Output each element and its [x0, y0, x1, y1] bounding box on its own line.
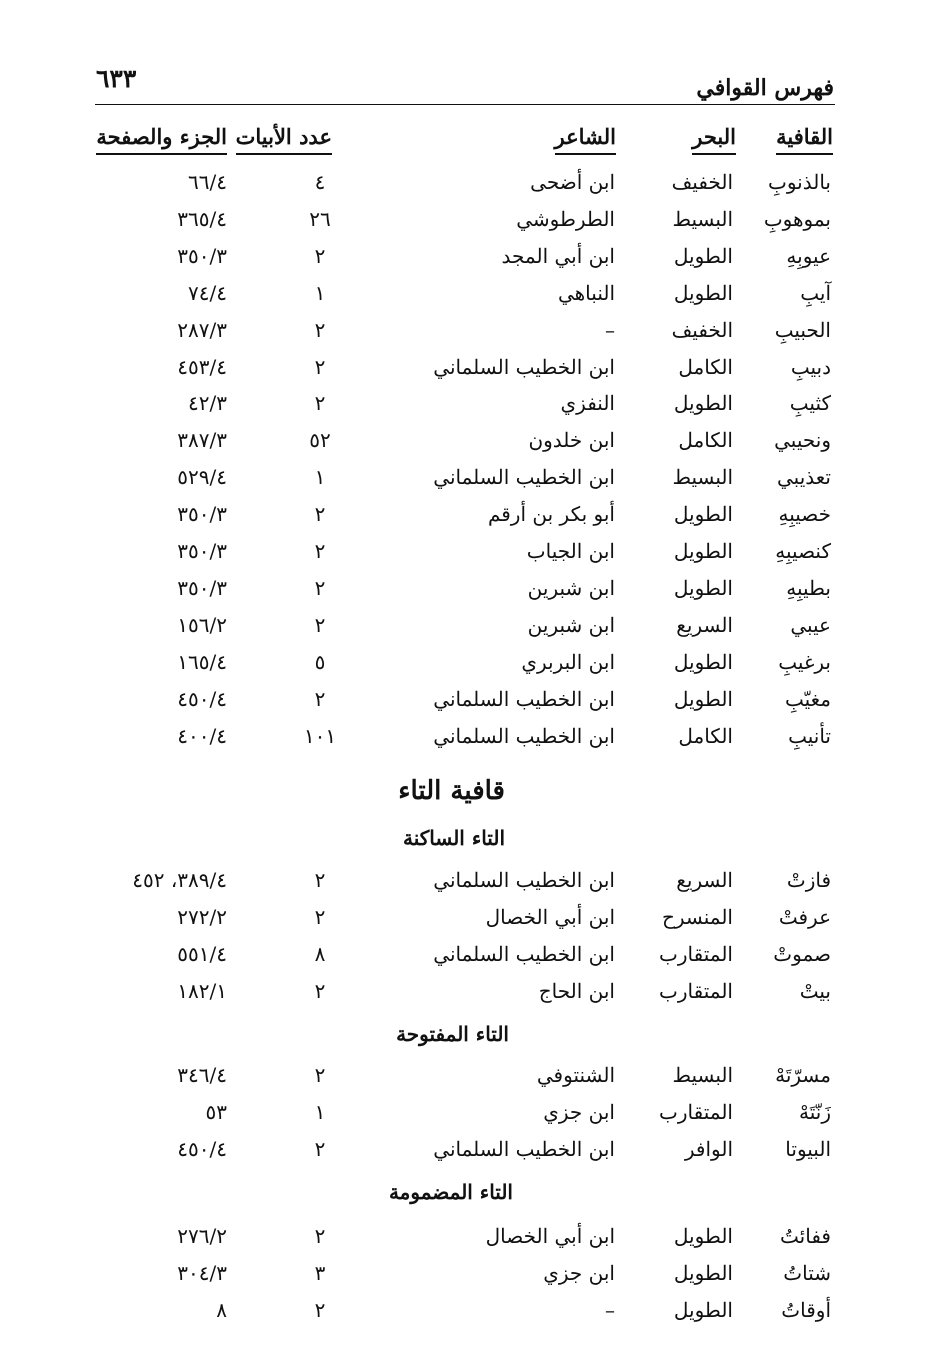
shaer-cell: أبو بكر بن أرقم [487, 502, 615, 527]
header-rule [95, 104, 835, 105]
qafiya-cell: خصيبِهِ [778, 502, 831, 527]
shaer-cell: ابن الخطيب السلماني [433, 465, 615, 490]
qafiya-cell: بطيبِهِ [786, 575, 831, 600]
qafiya-cell: الحبيبِ [774, 317, 831, 342]
shaer-cell: ابن الخطيب السلماني [433, 354, 615, 379]
table-row [0, 318, 929, 354]
bahr-cell: المتقارب [659, 942, 733, 966]
bahr-cell: الطويل [673, 649, 733, 674]
volume-page-cell: ٤٥٠/٤ [177, 1137, 227, 1161]
table-row [0, 868, 929, 904]
table-row [0, 1063, 929, 1099]
volume-page-cell: ٢٨٧/٣ [177, 317, 227, 342]
table-row [0, 502, 929, 538]
page-number: ٦٣٣ [96, 64, 137, 93]
count-cell: ٢ [314, 354, 326, 379]
bahr-cell: الكامل [678, 723, 733, 748]
shaer-cell: الشنتوفي [536, 1063, 615, 1087]
shaer-cell: ابن الخطيب السلماني [433, 868, 615, 892]
table-row [0, 170, 929, 206]
qafiya-cell: بالذنوبِ [768, 170, 831, 194]
bahr-cell: الطويل [673, 1261, 733, 1285]
count-cell: ٢ [314, 391, 326, 416]
volume-page-cell: ٣٥٠/٣ [177, 502, 227, 527]
count-cell: ٢٦ [309, 206, 331, 231]
column-header-volume-page: الجزء والصفحة [96, 124, 227, 155]
qafiya-cell: عيبي [790, 612, 831, 637]
qafiya-cell: آيبِ [800, 280, 831, 305]
volume-page-cell: ٢٧٢/٢ [177, 905, 227, 929]
bahr-cell: الطويل [673, 1224, 733, 1248]
bahr-cell: الطويل [673, 575, 733, 600]
count-cell: ٢ [314, 1063, 326, 1087]
qafiya-cell: مسرّتَهْ [775, 1063, 831, 1087]
table-row [0, 207, 929, 243]
bahr-cell: المنسرح [661, 905, 733, 929]
volume-page-cell: ٥٥١/٤ [177, 942, 227, 966]
bahr-cell: الوافر [684, 1137, 733, 1161]
shaer-cell: ابن أبي المجد [501, 243, 615, 268]
shaer-cell: ابن الجياب [526, 539, 615, 563]
qafiya-cell: عيوبِهِ [786, 243, 831, 268]
qafiya-cell: أوقاتُ [781, 1298, 831, 1322]
bahr-cell: الطويل [673, 1298, 733, 1322]
shaer-cell: ابن أضحى [530, 170, 615, 194]
bahr-cell: السريع [676, 868, 733, 892]
qafiya-cell: البيوتا [785, 1137, 831, 1161]
qafiya-cell: برغيبِ [778, 649, 831, 674]
count-cell: ٢ [314, 905, 326, 929]
volume-page-cell: ٤٢/٣ [188, 391, 227, 416]
qafiya-cell: صموتْ [773, 942, 831, 966]
volume-page-cell: ٣٠٤/٣ [177, 1261, 227, 1285]
table-row [0, 942, 929, 978]
count-cell: ٢ [314, 868, 326, 892]
shaer-cell: ابن شبرين [527, 575, 615, 600]
count-cell: ١ [314, 465, 326, 490]
table-row [0, 1100, 929, 1136]
shaer-cell: النفزي [560, 391, 615, 416]
volume-page-cell: ٣٨٩/٤، ٤٥٢ [132, 868, 227, 892]
shaer-cell: ابن البربري [521, 649, 615, 674]
table-row [0, 1137, 929, 1173]
volume-page-cell: ٣٨٧/٣ [177, 428, 227, 453]
bahr-cell: الطويل [673, 243, 733, 268]
table-row [0, 687, 929, 723]
shaer-cell: ابن الخطيب السلماني [433, 1137, 615, 1161]
running-title: فهرس القوافي [696, 75, 834, 101]
volume-page-cell: ٢٧٦/٢ [177, 1224, 227, 1248]
volume-page-cell: ٣٥٠/٣ [177, 539, 227, 563]
table-row [0, 979, 929, 1015]
volume-page-cell: ٣٥٠/٣ [177, 575, 227, 600]
table-row [0, 465, 929, 501]
volume-page-cell: ٥٢٩/٤ [177, 465, 227, 490]
table-row [0, 1261, 929, 1297]
count-cell: ٤ [314, 170, 326, 194]
volume-page-cell: ١٥٦/٢ [177, 612, 227, 637]
shaer-cell: ابن أبي الخصال [485, 1224, 615, 1248]
count-cell: ١ [314, 1100, 326, 1124]
table-row [0, 244, 929, 280]
column-header-count: عدد الأبيات [236, 124, 332, 155]
qafiya-cell: شتاتُ [783, 1261, 831, 1285]
qafiya-cell: تأنيبِ [788, 723, 831, 748]
table-row [0, 724, 929, 760]
shaer-cell: ابن الخطيب السلماني [433, 723, 615, 748]
table-row [0, 905, 929, 941]
bahr-cell: الكامل [678, 354, 733, 379]
shaer-cell: ابن جزي [543, 1100, 615, 1124]
count-cell: ٢ [314, 1224, 326, 1248]
count-cell: ٨ [314, 942, 326, 966]
table-row [0, 1298, 929, 1334]
count-cell: ٢ [314, 1298, 326, 1322]
shaer-cell: – [605, 317, 615, 342]
volume-page-cell: ٧٤/٤ [188, 280, 227, 305]
section-title: قافية التاء [398, 776, 505, 806]
bahr-cell: الخفيف [671, 317, 733, 342]
shaer-cell: النباهي [557, 280, 615, 305]
subheading-madmuma: التاء المضمومة [388, 1180, 513, 1204]
qafiya-cell: كثيبِ [789, 391, 831, 416]
volume-page-cell: ٤٥٠/٤ [177, 686, 227, 711]
bahr-cell: السريع [676, 612, 733, 637]
count-cell: ٢ [314, 686, 326, 711]
shaer-cell: ابن خلدون [528, 428, 615, 453]
volume-page-cell: ٤٠٠/٤ [177, 723, 227, 748]
qafiya-cell: زَنّتَهْ [799, 1100, 831, 1124]
volume-page-cell: ١٦٥/٤ [177, 649, 227, 674]
count-cell: ٣ [314, 1261, 326, 1285]
bahr-cell: الطويل [673, 502, 733, 527]
qafiya-cell: مغيّبِ [784, 686, 831, 711]
volume-page-cell: ٥٣ [205, 1100, 227, 1124]
count-cell: ٢ [314, 575, 326, 600]
count-cell: ٢ [314, 612, 326, 637]
count-cell: ٥٢ [309, 428, 331, 453]
table-row [0, 428, 929, 464]
count-cell: ٢ [314, 317, 326, 342]
shaer-cell: ابن جزي [543, 1261, 615, 1285]
volume-page-cell: ٦٦/٤ [188, 170, 227, 194]
table-row [0, 613, 929, 649]
volume-page-cell: ٤٥٣/٤ [177, 354, 227, 379]
qafiya-cell: ونحيبي [774, 428, 831, 453]
bahr-cell: الخفيف [671, 170, 733, 194]
column-header-shaer: الشاعر [555, 124, 616, 155]
table-row [0, 539, 929, 575]
qafiya-cell: كنصيبِهِ [775, 539, 831, 563]
bahr-cell: البسيط [672, 206, 733, 231]
shaer-cell: ابن الخطيب السلماني [433, 686, 615, 711]
volume-page-cell: ٣٦٥/٤ [177, 206, 227, 231]
shaer-cell: ابن الحاج [538, 979, 615, 1003]
qafiya-cell: تعذيبي [777, 465, 831, 490]
qafiya-cell: ففائتُ [780, 1224, 831, 1248]
bahr-cell: الكامل [678, 428, 733, 453]
count-cell: ٥ [314, 649, 326, 674]
count-cell: ٢ [314, 502, 326, 527]
shaer-cell: ابن الخطيب السلماني [433, 942, 615, 966]
count-cell: ٢ [314, 539, 326, 563]
table-row [0, 576, 929, 612]
volume-page-cell: ٣٤٦/٤ [177, 1063, 227, 1087]
bahr-cell: المتقارب [659, 979, 733, 1003]
subheading-maftuha: التاء المفتوحة [396, 1022, 509, 1046]
bahr-cell: المتقارب [659, 1100, 733, 1124]
table-row [0, 1224, 929, 1260]
shaer-cell: ابن أبي الخصال [485, 905, 615, 929]
bahr-cell: الطويل [673, 539, 733, 563]
qafiya-cell: فازتْ [786, 868, 831, 892]
count-cell: ٢ [314, 243, 326, 268]
bahr-cell: الطويل [673, 280, 733, 305]
table-row [0, 650, 929, 686]
bahr-cell: البسيط [672, 1063, 733, 1087]
volume-page-cell: ٣٥٠/٣ [177, 243, 227, 268]
qafiya-cell: عرفتْ [778, 905, 831, 929]
bahr-cell: الطويل [673, 391, 733, 416]
count-cell: ١ [314, 280, 326, 305]
shaer-cell: – [605, 1298, 615, 1322]
shaer-cell: ابن شبرين [527, 612, 615, 637]
qafiya-cell: بيتْ [799, 979, 831, 1003]
bahr-cell: البسيط [672, 465, 733, 490]
count-cell: ٢ [314, 1137, 326, 1161]
count-cell: ١٠١ [303, 723, 337, 748]
subheading-sakina: التاء الساكنة [402, 826, 505, 850]
column-header-bahr: البحر [692, 124, 736, 155]
volume-page-cell: ٨ [216, 1298, 227, 1322]
volume-page-cell: ١٨٢/١ [177, 979, 227, 1003]
column-header-qafiya: القافية [776, 124, 833, 155]
table-row [0, 281, 929, 317]
count-cell: ٢ [314, 979, 326, 1003]
shaer-cell: الطرطوشي [516, 206, 615, 231]
table-row [0, 355, 929, 391]
bahr-cell: الطويل [673, 686, 733, 711]
qafiya-cell: بموهوبِ [763, 206, 831, 231]
qafiya-cell: دبيبِ [790, 354, 831, 379]
table-row [0, 391, 929, 427]
